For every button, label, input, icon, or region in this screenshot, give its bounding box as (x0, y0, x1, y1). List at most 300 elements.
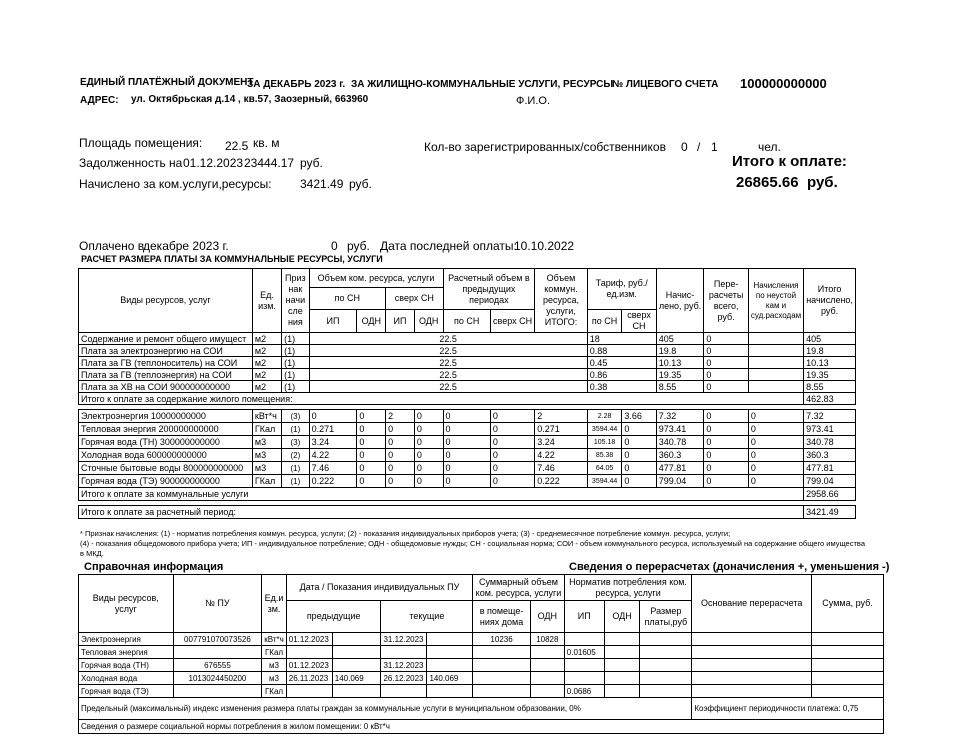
paid-value: 0 (331, 239, 338, 253)
unpaid (748, 333, 803, 345)
ref-service: Тепловая энергия (79, 646, 174, 659)
maintenance-total-row (79, 393, 856, 405)
ref-curr-date: 31.12.2023 (381, 659, 427, 672)
total-label: Итого к оплате: (732, 153, 847, 170)
hdr-charged: Начис-лено, руб. (656, 269, 704, 333)
table-row (79, 333, 856, 345)
debt-label: Задолженность на (79, 156, 183, 170)
unpaid (748, 381, 803, 393)
tariff-sn: 2.28 (587, 410, 622, 423)
odn-over: 0 (414, 449, 443, 462)
hdr-odn-over: ОДН (414, 310, 443, 333)
ref-hdr-prev: предыдущие (286, 601, 381, 633)
ref-norm-odn (604, 659, 640, 672)
ip-over: 0 (386, 436, 415, 449)
prev-over: 0 (490, 410, 534, 423)
ref-meter: 1013024450200 (173, 672, 262, 685)
utility-total-label: Итого к оплате за коммунальные услуги (79, 488, 804, 501)
address: ул. Октябрьская д.14 , кв.57, Заозерный, 663960 (131, 94, 369, 105)
odn: 0 (357, 410, 386, 423)
area-value: 22.5 (225, 139, 249, 153)
hdr-unit: Ед. изм. (252, 269, 281, 333)
ref-hdr-in-house: в помеще-ниях дома (473, 601, 531, 633)
sign: (1) (282, 345, 309, 357)
odn-over: 0 (414, 423, 443, 436)
ref-service: Горячая вода (ТН) (79, 659, 174, 672)
footnote-line-1: * Признак начисления: (1) - норматив потребления коммун. ресурса, услуги; (2) - показания индивидуальных приборов учета; (3) - среднемесячное потребление коммун. ресурса, услуги; (80, 529, 731, 538)
maintenance-total: 462.83 (804, 393, 856, 405)
unit: м2 (252, 345, 281, 357)
charged: 19.35 (656, 369, 704, 381)
recalc: 0 (704, 333, 748, 345)
row-total: 405 (804, 333, 856, 345)
table-row (79, 345, 856, 357)
recalc: 0 (704, 462, 748, 475)
sign: (2) (282, 449, 309, 462)
charged-unit: руб. (349, 177, 372, 191)
unit: м2 (252, 333, 281, 345)
tariff-sn: 3594.44 (587, 423, 622, 436)
charged: 8.55 (656, 381, 704, 393)
ip: 0.271 (309, 423, 357, 436)
index-note: Предельный (максимальный) индекс изменения размера платы граждан за коммунальные услуги в муниципальном образовании, 0% (79, 698, 692, 720)
tariff-sn: 64.05 (587, 462, 622, 475)
row-total: 360.3 (804, 449, 856, 462)
utility-total-row (79, 488, 856, 501)
tariff-over: 3.66 (622, 410, 656, 423)
social-note-row (79, 720, 884, 734)
ref-curr-val (427, 685, 473, 698)
ip-over: 0 (386, 449, 415, 462)
ref-meter: 007791070073526 (173, 633, 262, 646)
service-name: Сточные бытовые воды 800000000000 (79, 462, 253, 475)
hdr-total: Итого начислено, руб. (804, 269, 856, 333)
recalc: 0 (704, 410, 748, 423)
table-row (79, 381, 856, 393)
ref-basis (692, 685, 812, 698)
table-row (79, 646, 884, 659)
hdr-recalc: Пере-расчеты всего, руб. (704, 269, 748, 333)
hdr-total-volume: Объем коммун. ресурса, услуги, ИТОГО: (535, 269, 587, 333)
table-row (79, 410, 856, 423)
ip: 3.24 (309, 436, 357, 449)
volume: 22.5 (309, 381, 587, 393)
unit: м2 (252, 369, 281, 381)
charged: 405 (656, 333, 704, 345)
period-total-row (79, 506, 856, 519)
unpaid (748, 357, 803, 369)
charged: 7.32 (656, 410, 704, 423)
table-row (79, 633, 884, 646)
odn: 0 (357, 449, 386, 462)
table-row (79, 685, 884, 698)
paid-unit: руб. (347, 239, 370, 253)
charged: 799.04 (656, 475, 704, 488)
registered-value: 0 (681, 140, 688, 154)
unit: кВт*ч (252, 410, 281, 423)
hdr-sign: Приз нак начи сле ния (282, 269, 309, 333)
reference-table (78, 574, 884, 734)
tariff: 18 (587, 333, 656, 345)
unit: ГКал (252, 423, 281, 436)
service-name: Содержание и ремонт общего имущест (79, 333, 253, 345)
account-number: 100000000000 (740, 76, 827, 91)
total-unit: руб. (807, 174, 838, 191)
hdr-prev: Расчетный объем в предыдущих периодах (443, 269, 535, 310)
ref-norm-odn (604, 646, 640, 659)
subject: ЗА ЖИЛИЩНО-КОММУНАЛЬНЫЕ УСЛУГИ, РЕСУРСЫ (351, 79, 614, 90)
tariff: 0.45 (587, 357, 656, 369)
ref-prev-val: 140.069 (332, 672, 381, 685)
ref-curr-val (427, 659, 473, 672)
prev-over: 0 (490, 423, 534, 436)
ref-ip (564, 659, 604, 672)
ref-prev-val (332, 633, 381, 646)
ref-hdr-volume: Суммарный объем ком. ресурса, услуги (473, 575, 565, 601)
ref-size (640, 633, 692, 646)
ref-ip: 0.0686 (564, 685, 604, 698)
fio-label: Ф.И.О. (516, 95, 550, 107)
ip-over: 2 (386, 410, 415, 423)
tariff-over: 0 (622, 449, 656, 462)
ref-prev-val (332, 646, 381, 659)
ref-hdr-ip: ИП (564, 601, 604, 633)
row-total: 8.55 (804, 381, 856, 393)
hdr-tariff-sn: по СН (587, 310, 622, 333)
last-payment-label: Дата последней оплаты: (380, 239, 517, 253)
ref-prev-date (286, 646, 332, 659)
ref-service: Электроэнергия (79, 633, 174, 646)
unpaid: 0 (748, 423, 803, 436)
total-volume: 3.24 (535, 436, 587, 449)
ref-size (640, 672, 692, 685)
table-row (79, 462, 856, 475)
service-name: Горячая вода (ТЭ) 900000000000 (79, 475, 253, 488)
period-total: 3421.49 (804, 506, 856, 519)
prev-sn: 0 (443, 423, 490, 436)
volume: 22.5 (309, 345, 587, 357)
ref-in-house (473, 646, 531, 659)
ref-ip (564, 633, 604, 646)
ref-prev-date: 26.11.2023 (286, 672, 332, 685)
ref-sum (812, 633, 884, 646)
ip-over: 0 (386, 475, 415, 488)
sign: (1) (282, 462, 309, 475)
row-total: 7.32 (804, 410, 856, 423)
table-row (79, 357, 856, 369)
prev-sn: 0 (443, 410, 490, 423)
unpaid: 0 (748, 436, 803, 449)
unpaid: 0 (748, 475, 803, 488)
total-volume: 0.222 (535, 475, 587, 488)
total-volume: 7.46 (535, 462, 587, 475)
area-label: Площадь помещения: (79, 136, 203, 150)
ref-odn (530, 659, 564, 672)
total-value: 26865.66 (736, 174, 799, 191)
recalc: 0 (704, 369, 748, 381)
ref-hdr-norm-odn: ОДН (604, 601, 640, 633)
row-total: 19.8 (804, 345, 856, 357)
service-name: Горячая вода (ТН) 300000000000 (79, 436, 253, 449)
debt-date: 01.12.2023 (183, 156, 244, 170)
ref-curr-val (427, 633, 473, 646)
ref-hdr-unit: Ед.и зм. (262, 575, 287, 633)
tariff-over: 0 (622, 436, 656, 449)
ref-curr-date (381, 646, 427, 659)
ip: 7.46 (309, 462, 357, 475)
prev-sn: 0 (443, 436, 490, 449)
prev-sn: 0 (443, 475, 490, 488)
odn: 0 (357, 475, 386, 488)
ref-odn (530, 672, 564, 685)
volume: 22.5 (309, 333, 587, 345)
service-name: Холодная вода 600000000000 (79, 449, 253, 462)
recalc: 0 (704, 357, 748, 369)
ref-size (640, 646, 692, 659)
ref-meter (173, 646, 262, 659)
ref-unit: ГКал (262, 646, 287, 659)
charged-value: 3421.49 (300, 177, 344, 191)
prev-over: 0 (490, 436, 534, 449)
total-volume: 4.22 (535, 449, 587, 462)
period: ЗА ДЕКАБРЬ 2023 г. (247, 79, 346, 90)
ref-odn (530, 646, 564, 659)
ref-service: Горячая вода (ТЭ) (79, 685, 174, 698)
ref-meter: 676555 (173, 659, 262, 672)
charged-label: Начислено за ком.услуги,ресурсы: (79, 177, 272, 191)
hdr-ip-over: ИП (386, 310, 415, 333)
hdr-over-sn: сверх СН (386, 288, 443, 310)
ref-sum (812, 659, 884, 672)
address-label: АДРЕС: (80, 95, 119, 106)
footnote-line-2: (4) - показания общедомового прибора учета; ИП - индивидуальное потребление; ОДН - общедомовые нужды; СН - социальная норма; СОИ - объем коммунального ресурса, используемый на содержание общего имущества (80, 539, 865, 548)
charged: 10.13 (656, 357, 704, 369)
prev-sn: 0 (443, 462, 490, 475)
table-row (79, 449, 856, 462)
recalc: 0 (704, 423, 748, 436)
ref-curr-val (427, 646, 473, 659)
ref-sum (812, 685, 884, 698)
ref-service: Холодная вода (79, 672, 174, 685)
table-row (79, 475, 856, 488)
recalc: 0 (704, 381, 748, 393)
ip: 0.222 (309, 475, 357, 488)
row-total: 340.78 (804, 436, 856, 449)
service-name: Тепловая энергия 200000000000 (79, 423, 253, 436)
hdr-prev-sn: по СН (443, 310, 490, 333)
ref-prev-date: 01.12.2023 (286, 659, 332, 672)
ref-hdr-norm: Норматив потребления ком. ресурса, услуги (564, 575, 692, 601)
ref-hdr-basis: Основание перерасчета (692, 575, 812, 633)
ref-unit: м3 (262, 659, 287, 672)
ip: 4.22 (309, 449, 357, 462)
reference-title: Справочная информация (84, 561, 224, 573)
debt-value: 23444.17 (244, 156, 295, 170)
tariff-sn: 85.38 (587, 449, 622, 462)
hdr-ip: ИП (309, 310, 357, 333)
tariff: 0.86 (587, 369, 656, 381)
ip-over: 0 (386, 462, 415, 475)
registered-label: Кол-во зарегистрированных/собственников (424, 140, 666, 154)
row-total: 19.35 (804, 369, 856, 381)
table-row (79, 659, 884, 672)
ref-unit: кВт*ч (262, 633, 287, 646)
recalc: 0 (704, 449, 748, 462)
service-name: Плата за ГВ (теплоноситель) на СОИ (79, 357, 253, 369)
ref-in-house (473, 672, 531, 685)
debt-unit: руб. (300, 156, 323, 170)
charged: 973.41 (656, 423, 704, 436)
ref-in-house (473, 659, 531, 672)
hdr-volume: Объем ком. ресурса, услуги (309, 269, 443, 288)
ref-meter (173, 685, 262, 698)
ref-prev-val (332, 659, 381, 672)
coef-note: Коэффициент периодичности платежа: 0,75 (692, 698, 884, 720)
unit: м2 (252, 381, 281, 393)
ref-hdr-readings: Дата / Показания индивидуальных ПУ (286, 575, 472, 601)
row-total: 973.41 (804, 423, 856, 436)
prev-over: 0 (490, 475, 534, 488)
tariff: 0.38 (587, 381, 656, 393)
ref-hdr-curr: текущие (381, 601, 473, 633)
ref-ip: 0.01605 (564, 646, 604, 659)
unpaid: 0 (748, 410, 803, 423)
recalc-title: Сведения о перерасчетах (доначисления +, уменьшения -) (569, 561, 890, 573)
ref-hdr-odn: ОДН (530, 601, 564, 633)
registered-sep: / (697, 140, 701, 154)
unpaid: 0 (748, 462, 803, 475)
odn: 0 (357, 462, 386, 475)
prev-over: 0 (490, 449, 534, 462)
sign: (1) (282, 475, 309, 488)
unpaid (748, 369, 803, 381)
tariff: 0.88 (587, 345, 656, 357)
tariff-sn: 3594.44 (587, 475, 622, 488)
prev-over: 0 (490, 462, 534, 475)
utility-total: 2958.66 (804, 488, 856, 501)
service-name: Электроэнергия 10000000000 (79, 410, 253, 423)
ref-prev-date (286, 685, 332, 698)
ref-hdr-service: Виды ресурсов, услуг (79, 575, 174, 633)
calc-section-title: РАСЧЕТ РАЗМЕРА ПЛАТЫ ЗА КОММУНАЛЬНЫЕ РЕСУРСЫ, УСЛУГИ (81, 254, 383, 264)
sign: (1) (282, 357, 309, 369)
hdr-tariff-over: сверх СН (622, 310, 656, 333)
area-unit: кв. м (253, 136, 280, 150)
tariff-over: 0 (622, 423, 656, 436)
row-total: 10.13 (804, 357, 856, 369)
charged: 19.8 (656, 345, 704, 357)
sign: (3) (282, 410, 309, 423)
ref-basis (692, 659, 812, 672)
sign: (1) (282, 333, 309, 345)
ref-curr-date: 26.12.2023 (381, 672, 427, 685)
row-total: 477.81 (804, 462, 856, 475)
recalc: 0 (704, 345, 748, 357)
maintenance-total-label: Итого к оплате за содержание жилого помещения: (79, 393, 804, 405)
hdr-odn: ОДН (357, 310, 386, 333)
ref-basis (692, 633, 812, 646)
tariff-over: 0 (622, 462, 656, 475)
ref-basis (692, 646, 812, 659)
hdr-prev-over: сверх СН (490, 310, 534, 333)
ref-sum (812, 672, 884, 685)
hdr-by-sn: по СН (309, 288, 386, 310)
people-unit: чел. (758, 140, 781, 154)
unit: м3 (252, 462, 281, 475)
odn-over: 0 (414, 436, 443, 449)
unit: м2 (252, 357, 281, 369)
ip: 0 (309, 410, 357, 423)
row-total: 799.04 (804, 475, 856, 488)
prev-sn: 0 (443, 449, 490, 462)
volume: 22.5 (309, 369, 587, 381)
odn-over: 0 (414, 410, 443, 423)
ref-size (640, 659, 692, 672)
ref-in-house (473, 685, 531, 698)
recalc: 0 (704, 475, 748, 488)
ip-over: 0 (386, 423, 415, 436)
social-note: Сведения о размере социальной нормы потребления в жилом помещении: 0 кВт*ч (79, 720, 884, 734)
service-name: Плата за ГВ (теплоэнергия) на СОИ (79, 369, 253, 381)
ref-norm-odn (604, 633, 640, 646)
ref-sum (812, 646, 884, 659)
ref-odn (530, 685, 564, 698)
account-label: № ЛИЦЕВОГО СЧЕТА (612, 79, 719, 90)
unit: м3 (252, 436, 281, 449)
odn: 0 (357, 436, 386, 449)
volume: 22.5 (309, 357, 587, 369)
hdr-service: Виды ресурсов, услуг (79, 269, 253, 333)
recalc: 0 (704, 436, 748, 449)
ref-hdr-sum: Сумма, руб. (812, 575, 884, 633)
ref-hdr-meter: № ПУ (173, 575, 262, 633)
unpaid: 0 (748, 449, 803, 462)
tariff-sn: 105.18 (587, 436, 622, 449)
unit: м3 (252, 449, 281, 462)
ref-curr-date (381, 685, 427, 698)
total-volume: 2 (535, 410, 587, 423)
table-row (79, 436, 856, 449)
charged: 477.81 (656, 462, 704, 475)
ref-size (640, 685, 692, 698)
sign: (3) (282, 436, 309, 449)
charged: 340.78 (656, 436, 704, 449)
paid-month: декабре 2023 г. (143, 239, 229, 253)
table-row (79, 423, 856, 436)
odn-over: 0 (414, 475, 443, 488)
tariff-over: 0 (622, 475, 656, 488)
owners-value: 1 (711, 140, 718, 154)
ref-hdr-size: Размер платы,руб (640, 601, 692, 633)
hdr-unpaid: Начисления по неустой кам и суд.расходам (748, 269, 803, 333)
sign: (1) (282, 381, 309, 393)
table-row (79, 672, 884, 685)
ref-in-house: 10236 (473, 633, 531, 646)
last-payment-date: 10.10.2022 (514, 239, 575, 253)
odn-over: 0 (414, 462, 443, 475)
sign: (1) (282, 423, 309, 436)
table-row (79, 369, 856, 381)
ref-curr-val: 140.069 (427, 672, 473, 685)
hdr-tariff: Тариф, руб./ед.изм. (587, 269, 656, 310)
ref-unit: ГКал (262, 685, 287, 698)
unpaid (748, 345, 803, 357)
calc-table (78, 268, 856, 519)
service-name: Плата за ХВ на СОИ 900000000000 (79, 381, 253, 393)
service-name: Плата за электроэнергию на СОИ (79, 345, 253, 357)
ref-unit: м3 (262, 672, 287, 685)
doc-title: ЕДИНЫЙ ПЛАТЁЖНЫЙ ДОКУМЕНТ (80, 77, 254, 88)
